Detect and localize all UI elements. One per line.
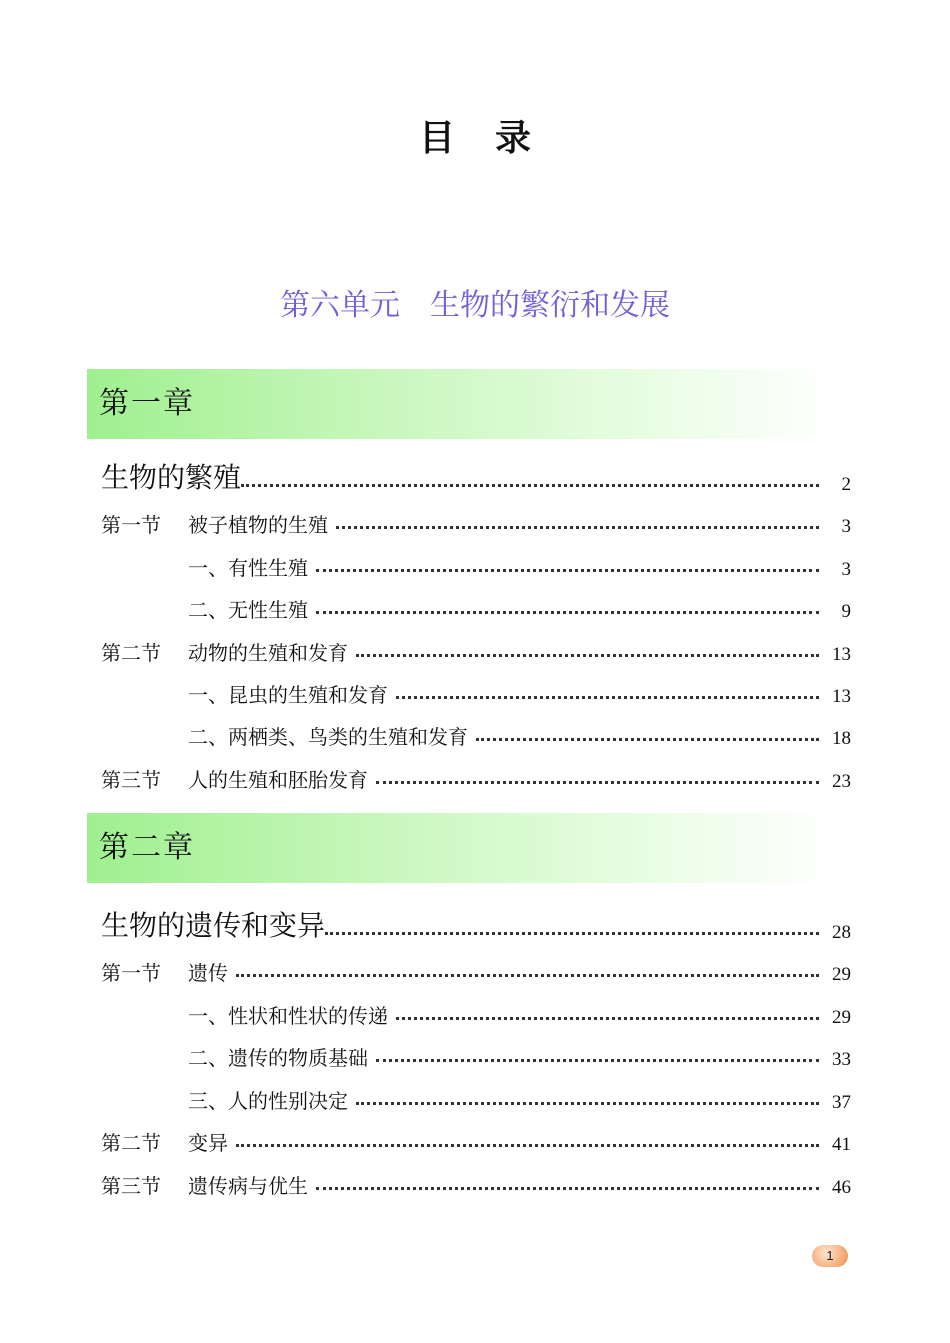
- toc-section: 第一节: [101, 961, 161, 985]
- toc-entry[interactable]: [101, 589, 851, 623]
- toc-title: 人的生殖和胚胎发育: [188, 768, 368, 792]
- toc-title: 生物的遗传和变异: [101, 909, 326, 942]
- toc-title: 二、无性生殖: [188, 598, 308, 622]
- toc-title: 一、昆虫的生殖和发育: [188, 683, 388, 707]
- toc-entry[interactable]: [101, 1122, 851, 1156]
- toc-page: 37: [832, 1092, 851, 1113]
- toc-title: 遗传病与优生: [188, 1174, 308, 1198]
- toc-title: 一、有性生殖: [188, 556, 308, 580]
- chapter-2-band: 第二章: [87, 813, 835, 883]
- toc-title: 三、人的性别决定: [188, 1089, 348, 1113]
- dot-leader: [316, 1187, 819, 1190]
- toc-title: 二、遗传的物质基础: [188, 1046, 368, 1070]
- toc-page: 9: [841, 601, 851, 622]
- page-number-badge: 1: [812, 1245, 848, 1267]
- toc-page: 18: [832, 728, 851, 749]
- dot-leader: [476, 738, 819, 741]
- toc-entry[interactable]: [101, 1080, 851, 1114]
- toc-page: 33: [832, 1049, 851, 1070]
- toc-page: 23: [832, 771, 851, 792]
- dot-leader: [376, 1059, 819, 1062]
- toc-title: 生物的繁殖: [101, 461, 242, 494]
- toc-page: 41: [832, 1134, 851, 1155]
- toc-page: 13: [832, 686, 851, 707]
- toc-page: 29: [832, 964, 851, 985]
- toc-title: 遗传: [188, 961, 228, 985]
- dot-leader: [396, 1017, 819, 1020]
- toc-entry[interactable]: [101, 952, 851, 986]
- toc-section: 第一节: [101, 513, 161, 537]
- dot-leader: [396, 696, 819, 699]
- toc-entry[interactable]: [101, 1037, 851, 1071]
- unit-title: 第六单元 生物的繁衍和发展: [280, 288, 670, 323]
- dot-leader: [236, 974, 819, 977]
- dot-leader: [236, 1144, 819, 1147]
- dot-leader: [325, 932, 819, 935]
- toc-entry[interactable]: [101, 504, 851, 538]
- toc-entry[interactable]: [101, 632, 851, 666]
- toc-title: 二、两栖类、鸟类的生殖和发育: [188, 725, 468, 749]
- toc-section: 第二节: [101, 641, 161, 665]
- toc-title: 变异: [188, 1131, 228, 1155]
- toc-entry[interactable]: [101, 674, 851, 708]
- dot-leader: [316, 569, 819, 572]
- toc-title: 一、性状和性状的传递: [188, 1004, 388, 1028]
- toc-title: 动物的生殖和发育: [188, 641, 348, 665]
- dot-leader: [336, 526, 819, 529]
- toc-entry[interactable]: [101, 995, 851, 1029]
- toc-entry[interactable]: [101, 1165, 851, 1199]
- dot-leader: [241, 484, 819, 487]
- toc-section: 第三节: [101, 1174, 161, 1198]
- toc-chapter-1-title[interactable]: [101, 458, 851, 496]
- toc-entry[interactable]: [101, 759, 851, 793]
- toc-entry[interactable]: [101, 716, 851, 750]
- dot-leader: [316, 611, 819, 614]
- toc-page: 3: [841, 559, 851, 580]
- toc-page: 2: [841, 474, 851, 495]
- toc-page: 13: [832, 644, 851, 665]
- dot-leader: [376, 781, 819, 784]
- toc-page: 29: [832, 1007, 851, 1028]
- toc-page: 3: [841, 516, 851, 537]
- toc-section: 第二节: [101, 1131, 161, 1155]
- toc-entry[interactable]: [101, 547, 851, 581]
- dot-leader: [356, 1102, 819, 1105]
- toc-page: 46: [832, 1177, 851, 1198]
- toc-section: 第三节: [101, 768, 161, 792]
- page-title: 目录: [418, 118, 571, 159]
- toc-title: 被子植物的生殖: [188, 513, 328, 537]
- toc-page: 28: [832, 922, 851, 943]
- dot-leader: [356, 654, 819, 657]
- chapter-1-band: 第一章: [87, 369, 835, 439]
- toc-chapter-2-title[interactable]: [101, 906, 851, 944]
